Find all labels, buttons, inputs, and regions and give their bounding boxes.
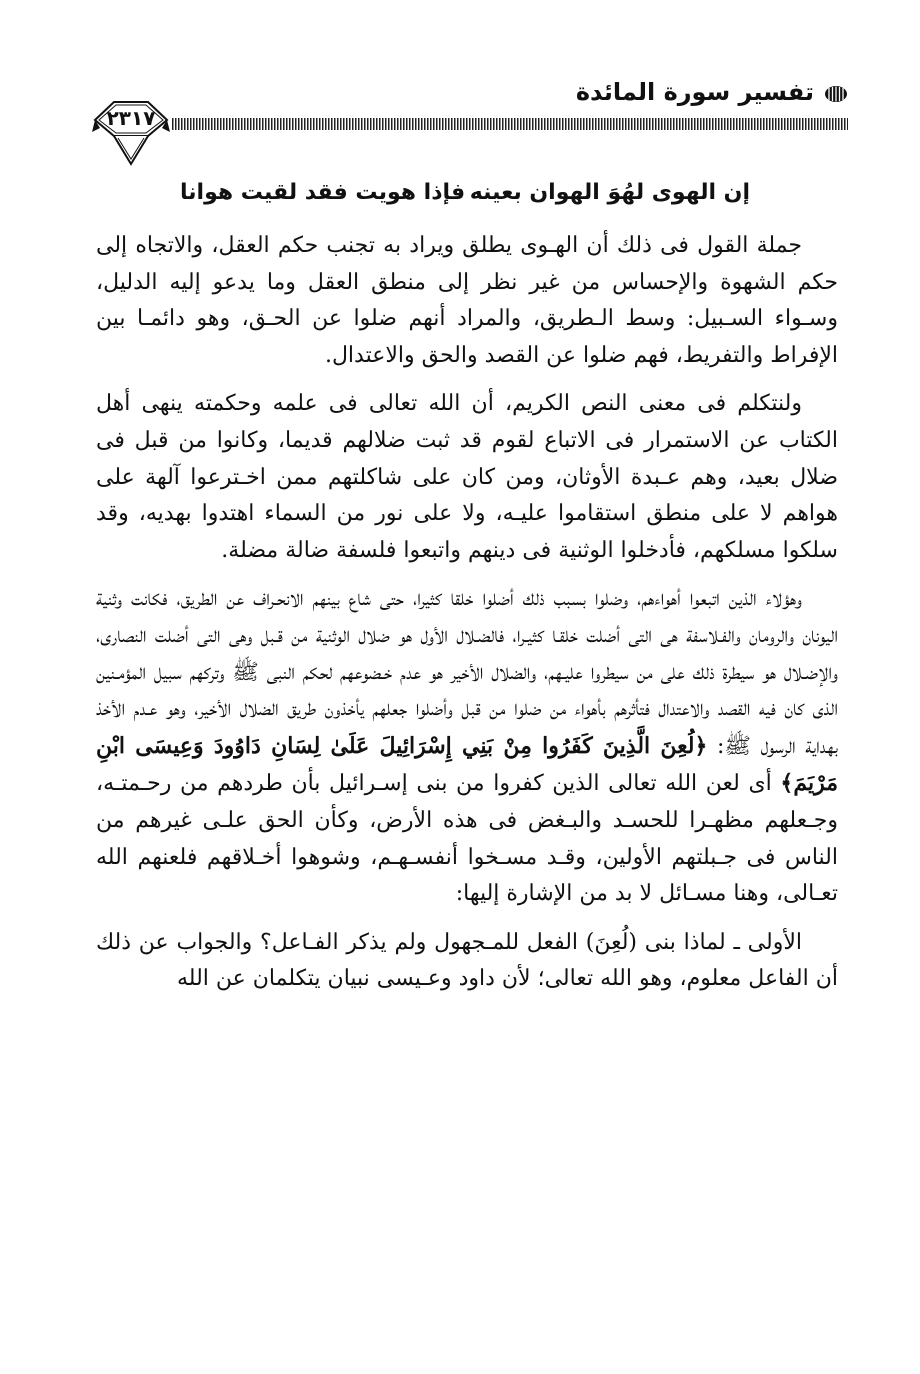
running-title [576, 78, 848, 106]
page-header [92, 72, 848, 167]
paragraph-1: جملة القول فى ذلك أن الهـوى يطلق ويراد به تجنب حكم العقل، والاتجاه إلى حكم الشهوة والإحساس من غير نظر إلى منطق العقل وما يدعو إليه الدليل، وسـواء السـبيل: وسط الـطريق، والمراد أنهم ضلوا عن الحـق، وهو دائمـا بين الإفراط والتفريط، فهم ضلوا عن القصد والحق والاعتدال. [96, 233, 838, 368]
quran-quote: ﴿لُعِنَ الَّذِينَ كَفَرُوا مِنْ بَنِي إِسْرَائِيلَ عَلَىٰ لِسَانِ دَاوُودَ وَعِيسَى ابْنِ مَرْيَمَ﴾ [96, 732, 838, 797]
verse-second-hemistich: فإذا هويت فقد لقيت هوانا [180, 180, 466, 205]
floral-ornament-icon [824, 82, 848, 102]
poetry-verse [180, 180, 750, 205]
verse-first-hemistich: إن الهوى لهُوَ الهوان بعينه [469, 180, 750, 205]
paragraph-3-text-before: وهؤلاء الذين اتبعوا أهواءهم، وضلوا بسبب ذلك أضلوا خلقا كثيرا، حتى شاع بينهم الانحـراف عن الطريق، فكانت وثنية اليونان والرومان والفـلاسفة هى التى أضلت خلقـا كثيـرا، فالضـلال الأول هو ضلال الوثنية من قـبل وهى التى أضلت النصارى، والإضـلال هو سيطرة ذلك على من سيطروا عليـهم، والضلال الأخير هو عدم خـضوعهم لحكم النبى ﷺ وتركهم سبيل المؤمـنين الذى كان فيه القصد والاعتدال فتأثرهم بأهواء من ضلوا من قبل وأضلوا جعلهم يأخذون طريق الضلال الأخير، وهو عـدم الأخذ بهداية الرسول ﷺ: [96, 586, 838, 759]
page-number-badge [92, 90, 170, 168]
page-number: ٢٣١٧ [106, 106, 156, 130]
header-rule [172, 118, 848, 130]
paragraph-4: الأولى ـ لماذا بنى (لُعِنَ) الفعل للمـجهول ولم يذكر الفـاعل؟ والجواب عن ذلك أن الفاعل معلوم، وهو الله تعالى؛ لأن داود وعـيسى نبيان يتكلمان عن الله [96, 929, 838, 992]
body-text [96, 228, 838, 1010]
paragraph-3-text-after: أى لعن الله تعالى الذين كفروا من بنى إسـرائيل بأن طردهم من رحـمتـه، وجـعلهم مظهـرا للحسـد والبـغض فى هذه الأرض، وكأن الحق علـى غيرهم من الناس فى جـبلتهم الأولين، وقـد مسـخوا أنفسـهـم، وشوهوا أخـلاقهم فلعنهم الله تعـالى، وهنا مسـائل لا بد من الإشارة إليها: [96, 771, 838, 907]
running-title-text: تفسير سورة المائدة [575, 78, 814, 106]
paragraph-2: ولنتكلم فى معنى النص الكريم، أن الله تعالى فى علمه وحكمته ينهى أهل الكتاب عن الاستمرار فى الاتباع لقوم قد ثبت ضلالهم قديما، وكانوا من قبل فى ضلال بعيد، وهم عـبدة الأوثان، ومن كان على شاكلتهم ممن اخـترعوا آلهة على هواهم لا على منطق استقاموا عليـه، ولا على نور من السماء اهتدوا بهديه، وقد سلكوا مسلكهم، فأدخلوا الوثنية فى دينهم واتبعوا فلسفة ضالة مضلة. [96, 391, 838, 563]
paragraph-3 [96, 581, 838, 912]
